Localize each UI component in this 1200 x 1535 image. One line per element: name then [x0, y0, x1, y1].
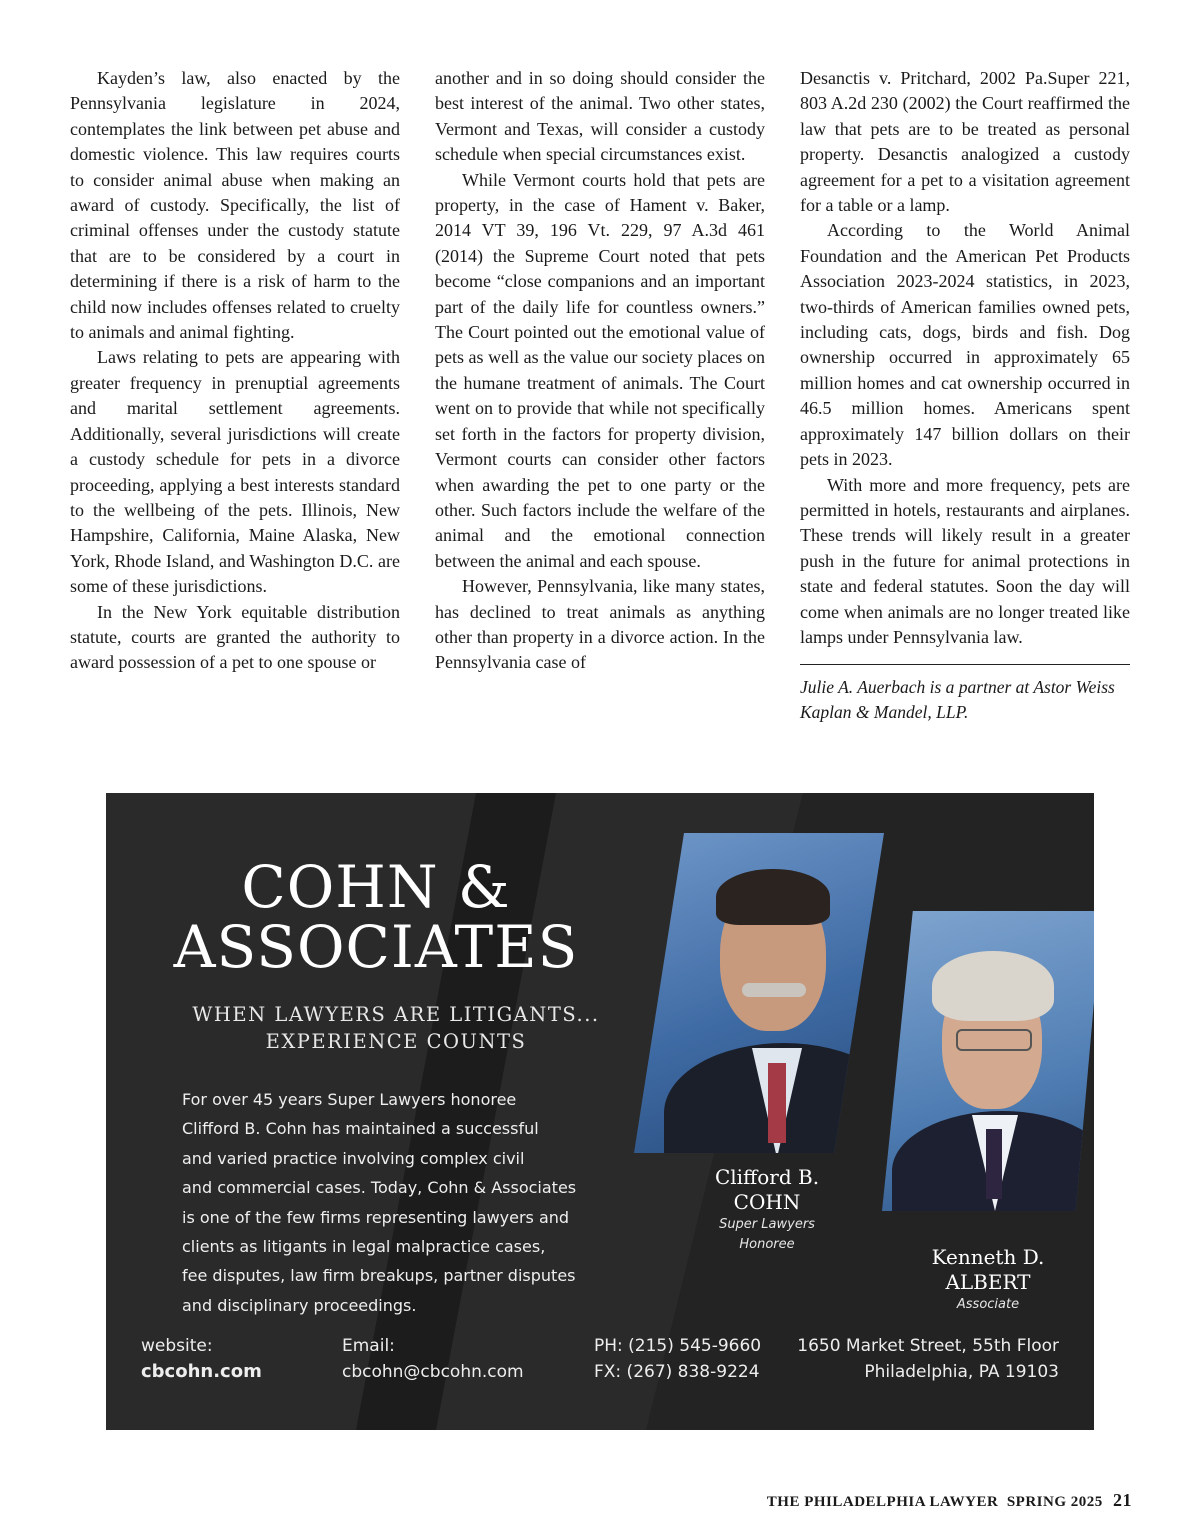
person-role: Honoree — [739, 1237, 795, 1252]
paragraph: According to the World Animal Foundation and the American Pet Products Association 2023-2024 statistics, in 2023, two-thirds of American families owned pets, including cats, dogs, birds and fish. Dog ownership occurred in approximately 65 million homes and cat ownership occurred in 46.5 million homes. Americans spent approximately 147 billion dollars on their pets in 2023. — [800, 220, 1130, 470]
paragraph: While Vermont courts hold that pets are property, in the case of Hament v. Baker, 2014 VT 39, 196 Vt. 229, 97 A.3d 461 (2014) the Supreme Court noted that pets become “close companions and an important part of the daily life for countless owners.” The Court pointed out the emotional value of pets as well as the value our society places on the humane treatment of animals. The Court went on to provide that while not specifically set forth in the factors for property division, Vermont courts can consider other factors when awarding the pet to one party or the other. Such factors include the welfare of the animal and the emotional connection between the animal and each spouse. — [435, 169, 765, 571]
description-line: Clifford B. Cohn has maintained a successful — [182, 1119, 539, 1139]
description-line: and varied practice involving complex civil — [182, 1148, 525, 1168]
description-line: clients as litigants in legal malpractice cases, — [182, 1237, 546, 1257]
address-line1: 1650 Market Street, 55th Floor — [797, 1336, 1059, 1356]
firm-tagline — [146, 1001, 646, 1055]
author-byline: Julie A. Auerbach is a partner at Astor Weiss Kaplan & Mandel, LLP. — [800, 677, 1115, 723]
byline-divider — [800, 664, 1130, 665]
tagline-line2: EXPERIENCE COUNTS — [265, 1030, 527, 1053]
clifford-cohn-caption — [702, 1165, 832, 1255]
description-line: fee disputes, law firm breakups, partner disputes — [182, 1266, 576, 1286]
website-link[interactable]: cbcohn.com — [141, 1361, 262, 1382]
paragraph: Laws relating to pets are appearing with greater frequency in prenuptial agreements and marital settlement agreements. Additionally, several jurisdictions will create a custody schedule for pets in a divorce proceeding, applying a best interests standard to the wellbeing of the pets. Illinois, New Hampshire, California, Maine Alaska, New York, Rhode Island, and Washington D.C. are some of these jurisdictions. — [70, 347, 400, 597]
email-block — [342, 1333, 524, 1385]
address-block — [796, 1333, 1059, 1385]
kenneth-albert-portrait — [882, 911, 1094, 1211]
person-first-name: Kenneth D. — [931, 1245, 1045, 1269]
description-line: and disciplinary proceedings. — [182, 1295, 417, 1315]
paragraph: another and in so doing should consider the best interest of the animal. Two other states, Vermont and Texas, will consider a custody schedule when special circumstances exist. — [435, 68, 765, 165]
paragraph: However, Pennsylvania, like many states, has declined to treat animals as anything other than property in a divorce action. In the Pennsylvania case of — [435, 576, 765, 673]
website-block — [141, 1333, 262, 1385]
phone-block — [594, 1333, 761, 1385]
paragraph: Desanctis v. Pritchard, 2002 Pa.Super 221, 803 A.2d 230 (2002) the Court reaffirmed the law that pets are to be treated as personal property. Desanctis analogized a custody agreement for a pet to a visitation agreement for a table or a lamp. — [800, 68, 1130, 216]
tagline-line1: WHEN LAWYERS ARE LITIGANTS... — [192, 1003, 600, 1026]
description-line: is one of the few firms representing lawyers and — [182, 1207, 570, 1227]
page-footer — [767, 1490, 1132, 1511]
page-number: 21 — [1113, 1490, 1132, 1510]
kenneth-albert-caption — [918, 1245, 1058, 1315]
person-role: Super Lawyers — [719, 1217, 815, 1232]
cohn-associates-advertisement — [106, 793, 1094, 1430]
paragraph: In the New York equitable distribution statute, courts are granted the authority to award possession of a pet to one spouse or — [70, 601, 400, 673]
firm-name — [146, 853, 606, 981]
firm-name-line2: ASSOCIATES — [173, 913, 579, 981]
person-role: Associate — [956, 1297, 1020, 1312]
email-label: Email: — [342, 1336, 395, 1356]
firm-description — [182, 1085, 602, 1320]
description-line: For over 45 years Super Lawyers honoree — [182, 1090, 517, 1109]
email-link[interactable]: cbcohn@cbcohn.com — [342, 1362, 524, 1382]
person-last-name: ALBERT — [945, 1270, 1031, 1294]
article-column-2 — [435, 66, 765, 676]
website-label: website: — [141, 1336, 213, 1356]
publication-name: THE PHILADELPHIA LAWYER SPRING 2025 — [766, 1494, 1103, 1510]
person-first-name: Clifford B. — [714, 1165, 820, 1189]
description-line: and commercial cases. Today, Cohn & Associates — [182, 1178, 577, 1198]
address-line2: Philadelphia, PA 19103 — [864, 1362, 1059, 1382]
article-column-3 — [800, 66, 1130, 725]
paragraph: With more and more frequency, pets are permitted in hotels, restaurants and airplanes. These trends will likely result in a greater push in the future for animal protections in state and federal statutes. Soon the day will come when animals are no longer treated like lamps under Pennsylvania law. — [800, 474, 1130, 647]
firm-name-line1: COHN & — [241, 853, 511, 921]
fax-number: FX: (267) 838-9224 — [594, 1362, 760, 1382]
phone-number: PH: (215) 545-9660 — [594, 1336, 762, 1356]
person-last-name: COHN — [733, 1190, 801, 1214]
article-column-1 — [70, 66, 400, 676]
paragraph: Kayden’s law, also enacted by the Pennsylvania legislature in 2024, contemplates the link between pet abuse and domestic violence. This law requires courts to consider animal abuse when making an award of custody. Specifically, the list of criminal offenses under the custody statute that are to be considered by a court in determining if there is a risk of harm to the child now includes offenses related to cruelty to animals and animal fighting. — [70, 68, 400, 343]
